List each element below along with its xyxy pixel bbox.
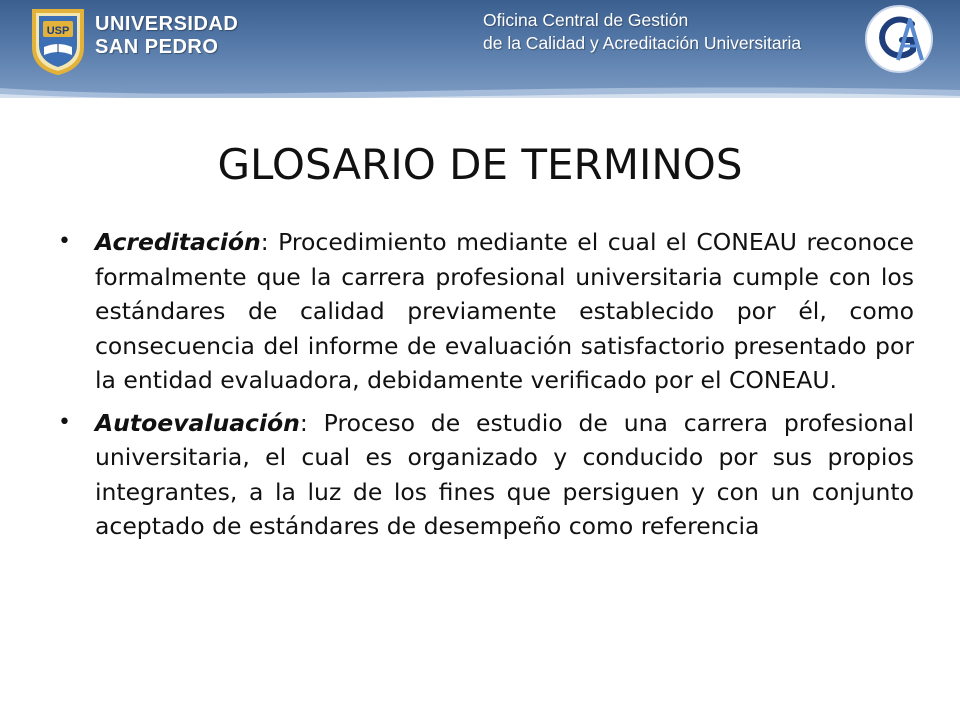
glossary-list: [58, 225, 914, 552]
page-title: GLOSARIO DE TERMINOS: [217, 140, 743, 189]
glossary-definition: : Procedimiento mediante el cual el CONEAU reconoce formalmente que la carrera profesional universitaria cumple con los estándares de calidad previamente establecido por él, como consecuencia del informe de evaluación satisfactorio presentado por la entidad evaluadora, debidamente verificado por el CONEAU.: [95, 228, 914, 394]
glossary-term: Autoevaluación: [95, 408, 300, 437]
glossary-term: Acreditación: [95, 228, 261, 256]
glossary-definition: : Proceso de estudio de una carrera profesional universitaria, el cual es organizado y conducido por sus propios integrantes, a la luz de los fines que persiguen y con un conjunto aceptado de estándares de desempeño como referencia: [95, 408, 914, 540]
header-wave-decoration: [0, 78, 960, 98]
ga-logo-icon: [864, 4, 934, 74]
header-banner: [0, 0, 960, 98]
glossary-item-autoevaluacion: [58, 406, 914, 544]
university-name-line2: SAN PEDRO: [95, 36, 219, 58]
bullet-marker: •: [58, 409, 71, 435]
university-name-line1: UNIVERSIDAD: [95, 13, 239, 35]
university-name: [95, 13, 238, 59]
office-name-line1: Oficina Central de Gestión: [483, 10, 689, 30]
bullet-marker: •: [58, 229, 71, 254]
office-name: [483, 9, 801, 55]
office-name-line2: de la Calidad y Acreditación Universitaria: [483, 33, 802, 53]
crest-text: USP: [46, 25, 70, 37]
glossary-item-acreditacion: [58, 225, 914, 398]
university-crest-icon: [30, 7, 86, 75]
